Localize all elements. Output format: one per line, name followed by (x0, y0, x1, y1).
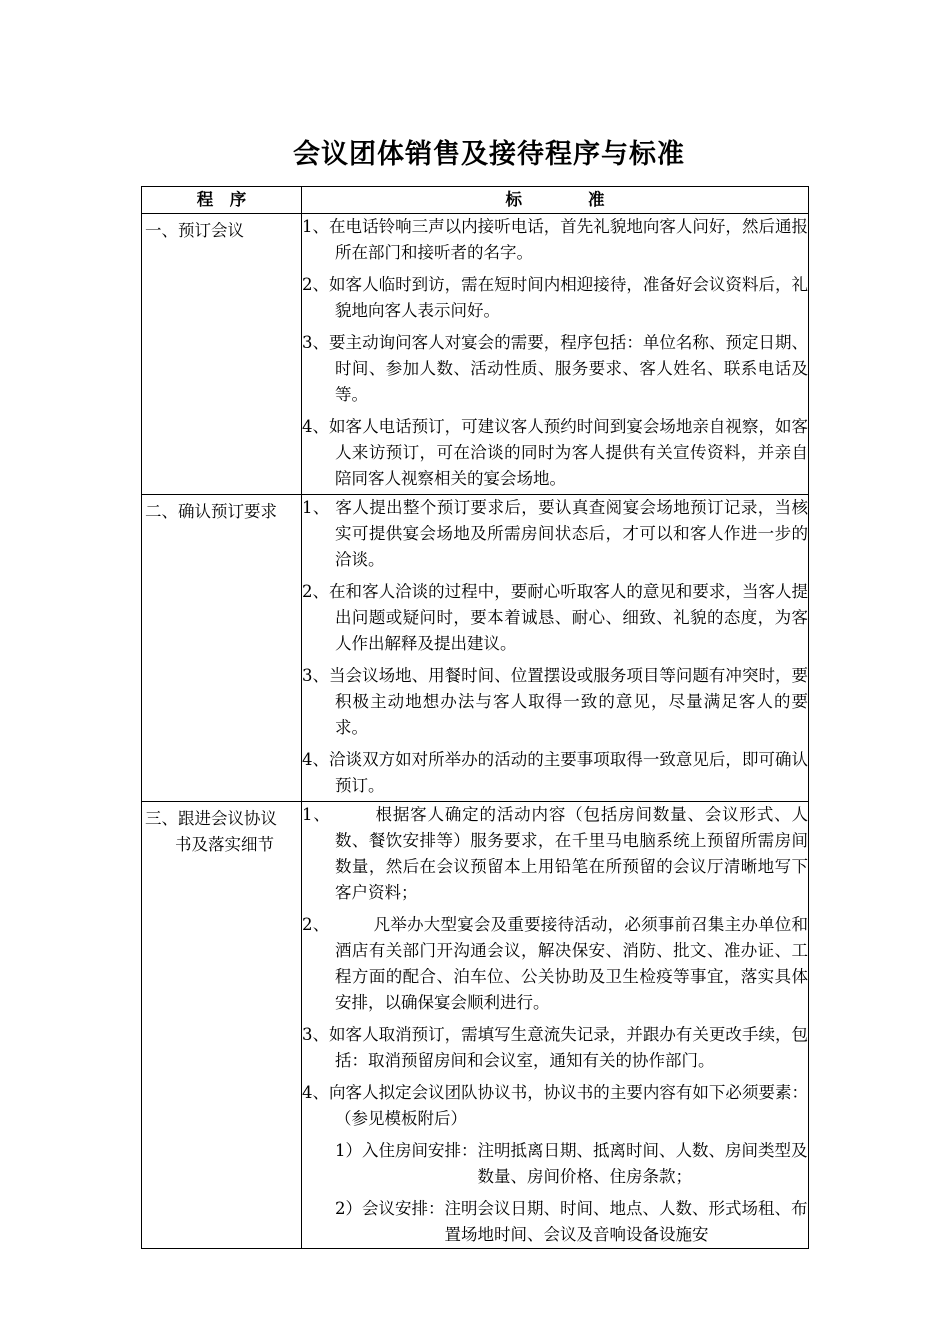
program-cell (142, 802, 302, 1249)
standard-item: 2、在和客人洽谈的过程中，要耐心听取客人的意见和要求，当客人提出问题或疑问时，要本着诚恳、耐心、细致、礼貌的态度，为客人作出解释及提出建议。 (302, 582, 808, 653)
standard-item: 3、当会议场地、用餐时间、位置摆设或服务项目等问题有冲突时，要积极主动地想办法与客人取得一致的意见，尽量满足客人的要求。 (302, 666, 808, 737)
item-number: 1、 (302, 805, 331, 824)
procedure-table (141, 186, 809, 1249)
table-row (142, 214, 809, 495)
program-label (142, 802, 301, 858)
standard-item: 1、在电话铃响三声以内接听电话，首先礼貌地向客人问好，然后通报所在部门和接听者的名字。 (302, 217, 808, 262)
header-standard: 标 准 (302, 187, 809, 214)
standard-cell (302, 495, 809, 802)
standard-item: 1、 客人提出整个预订要求后，要认真查阅宴会场地预订记录，当核实可提供宴会场地及所需房间状态后，才可以和客人作进一步的洽谈。 (302, 498, 808, 569)
header-program: 程 序 (142, 187, 302, 214)
standard-cell (302, 802, 809, 1249)
item-text: 根据客人确定的活动内容（包括房间数量、会议形式、人数、餐饮安排等）服务要求，在千里马电脑系统上预留所需房间数量，然后在会议预留本上用铅笔在所预留的会议厅清晰地写下客户资料； (335, 805, 809, 902)
table-row (142, 495, 809, 802)
document-title: 会议团体销售及接待程序与标准 (293, 139, 685, 170)
program-label: 二、确认预订要求 (145, 502, 277, 521)
standard-item: 2、如客人临时到访，需在短时间内相迎接待，准备好会议资料后，礼貌地向客人表示问好。 (302, 275, 808, 320)
sub-item-text: 注明会议日期、时间、地点、人数、形式场租、布置场地时间、会议及音响设备设施安 (444, 1199, 808, 1244)
standard-item: 4、向客人拟定会议团队协议书，协议书的主要内容有如下必须要素：（参见模板附后） (302, 1083, 808, 1128)
standard-item: 4、如客人电话预订，可建议客人预约时间到宴会场地亲自视察，如客人来访预订，可在洽谈的同时为客人提供有关宣传资料，并亲自陪同客人视察相关的宴会场地。 (302, 417, 808, 488)
standard-item: 3、如客人取消预订，需填写生意流失记录，并跟办有关更改手续，包括：取消预留房间和会议室，通知有关的协作部门。 (302, 1025, 808, 1070)
program-label: 一、预订会议 (145, 221, 244, 240)
table-header-row (142, 187, 809, 214)
standard-item: 3、要主动询问客人对宴会的需要，程序包括：单位名称、预定日期、时间、参加人数、活动性质、服务要求、客人姓名、联系电话及等。 (302, 333, 808, 404)
sub-item-label: 2）会议安排： (335, 1199, 445, 1218)
item-number: 2、 (302, 915, 330, 934)
table-row (142, 802, 809, 1249)
program-label-line: 三、跟进会议协议 (145, 809, 277, 828)
sub-item-label: 1）入住房间安排： (335, 1141, 478, 1160)
sub-item-text: 注明抵离日期、抵离时间、人数、房间类型及数量、房间价格、住房条款； (477, 1141, 808, 1186)
program-label-line: 书及落实细节 (175, 835, 274, 854)
standard-item (302, 912, 808, 1016)
sub-item (335, 1196, 808, 1248)
program-cell (142, 214, 302, 495)
standard-cell (302, 214, 809, 495)
program-cell (142, 495, 302, 802)
item-text: 凡举办大型宴会及重要接待活动，必须事前召集主办单位和酒店有关部门开沟通会议，解决保安、消防、批文、准办证、工程方面的配合、泊车位、公关协助及卫生检疫等事宜，落实具体安排，以确保宴会顺利进行。 (335, 915, 809, 1012)
standard-item: 4、洽谈双方如对所举办的活动的主要事项取得一致意见后，即可确认预订。 (302, 750, 808, 795)
sub-item (335, 1138, 808, 1190)
standard-item (302, 802, 808, 906)
